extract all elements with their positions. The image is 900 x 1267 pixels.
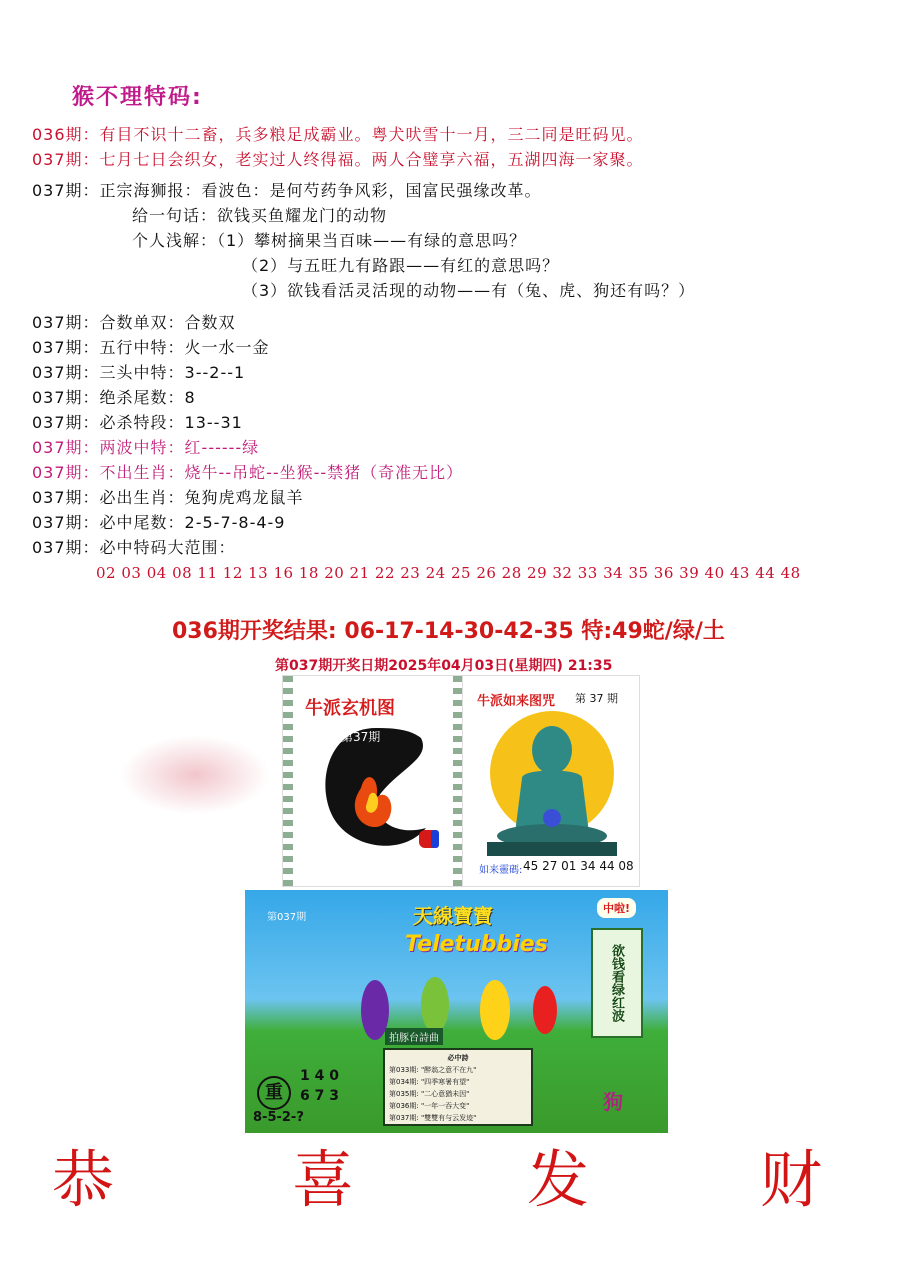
panel2-title: 牛派如来图咒 xyxy=(477,694,556,709)
side-border-left xyxy=(283,676,293,886)
range-label-line: 037期：必中特码大范围： xyxy=(32,538,236,557)
code-line-2: 6 7 3 xyxy=(300,1088,339,1104)
blessing-char-3: 发 xyxy=(527,1143,590,1216)
draw-result: 036期开奖结果: 06-17-14-30-42-35 特:49蛇/绿/土 xyxy=(172,619,725,644)
blessing-char-1: 恭 xyxy=(52,1143,115,1216)
blessing-char-4: 财 xyxy=(760,1143,823,1216)
panel1-title: 牛派玄机图 xyxy=(305,698,395,719)
panel3-title: 天線寶寶 xyxy=(413,904,493,928)
one-sentence-line: 给一句话：欲钱买鱼耀龙门的动物 xyxy=(132,206,388,225)
interpretation-2: （2）与五旺九有路跟——有红的意思吗？ xyxy=(242,256,560,275)
buddha-icon xyxy=(477,708,627,858)
teletubbies-icon xyxy=(345,950,565,1060)
kill-tail-line: 037期：绝杀尾数：8 xyxy=(32,388,196,407)
must-tail-line: 037期：必中尾数：2-5-7-8-4-9 xyxy=(32,513,286,532)
buddha-panel xyxy=(462,675,640,887)
history-list xyxy=(383,1048,533,1126)
seal-report-line: 037期：正宗海狮报：看波色：是何芍药争风彩，国富民强缘改革。 xyxy=(32,181,542,200)
teletubbies-logo: Teletubbies xyxy=(405,932,548,957)
must-zodiac-line: 037期：必出生肖：兔狗虎鸡龙鼠羊 xyxy=(32,488,304,507)
history-item: 第034期: "四季寒暑有望" xyxy=(389,1078,470,1086)
bottom-label: 拍豚台詩曲 xyxy=(385,1028,443,1045)
page-title: 猴不理特码: xyxy=(72,85,203,110)
panel2-numbers: 45 27 01 34 44 08 xyxy=(523,859,634,873)
dog-glyph: 狗 xyxy=(603,1090,623,1114)
mystery-chart-panel xyxy=(282,675,464,887)
history-item: 第036期: "一年一吞大变" xyxy=(389,1102,470,1110)
code-line-3: 8-5-2-? xyxy=(253,1110,304,1125)
history-item: 第037期: "雙雙有与云发迹" xyxy=(389,1114,477,1122)
blur-smudge xyxy=(120,735,270,815)
two-waves-line: 037期：两波中特：红------绿 xyxy=(32,438,260,457)
panel2-issue: 第 37 期 xyxy=(575,692,618,705)
kill-segment-line: 037期：必杀特段：13--31 xyxy=(32,413,243,432)
right-box: 欲钱看绿红波 xyxy=(591,928,643,1038)
panel3-issue: 第037期 xyxy=(267,912,307,923)
history-item: 第035期: "二心意猶未因" xyxy=(389,1090,470,1098)
interpretation-3: （3）欲钱看活灵活现的动物——有（兔、虎、狗还有吗？） xyxy=(242,281,696,300)
prophecy-037: 037期：七月七日会织女，老实过人终得福。两人合璧享六福，五湖四海一家聚。 xyxy=(32,150,644,169)
three-heads-line: 037期：三头中特：3--2--1 xyxy=(32,363,246,382)
teletubbies-panel xyxy=(245,890,668,1133)
panel2-prefix: 如来靈碼: xyxy=(479,865,523,876)
interpretation-1: 个人浅解：（1）攀树摘果当百味——有绿的意思吗？ xyxy=(132,231,527,250)
no-zodiac-line: 037期：不出生肖：烧牛--吊蛇--坐猴--禁猪（奇准无比） xyxy=(32,463,464,482)
odd-even-line: 037期：合数单双：合数双 xyxy=(32,313,236,332)
zhong-badge: 重 xyxy=(257,1076,291,1110)
range-numbers: 02 03 04 08 11 12 13 16 18 20 21 22 23 24 25 26 28 29 32 33 34 35 36 39 40 43 44 48 xyxy=(96,564,801,582)
badge-zhongla: 中啦! xyxy=(597,898,636,918)
prophecy-036: 036期：有目不识十二畜，兵多粮足成霸业。粤犬吠雪十一月，三二同是旺码见。 xyxy=(32,125,644,144)
five-elements-line: 037期：五行中特：火一水一金 xyxy=(32,338,270,357)
panel1-issue: 第37期 xyxy=(341,730,381,744)
history-list-header: 必中詩 xyxy=(447,1054,469,1062)
blessing-char-2: 喜 xyxy=(292,1143,355,1216)
history-item: 第033期: "醉翁之意不在九" xyxy=(389,1066,477,1074)
code-line-1: 1 4 0 xyxy=(300,1068,339,1084)
draw-date: 第037期开奖日期2025年04月03日(星期四) 21:35 xyxy=(275,658,613,674)
